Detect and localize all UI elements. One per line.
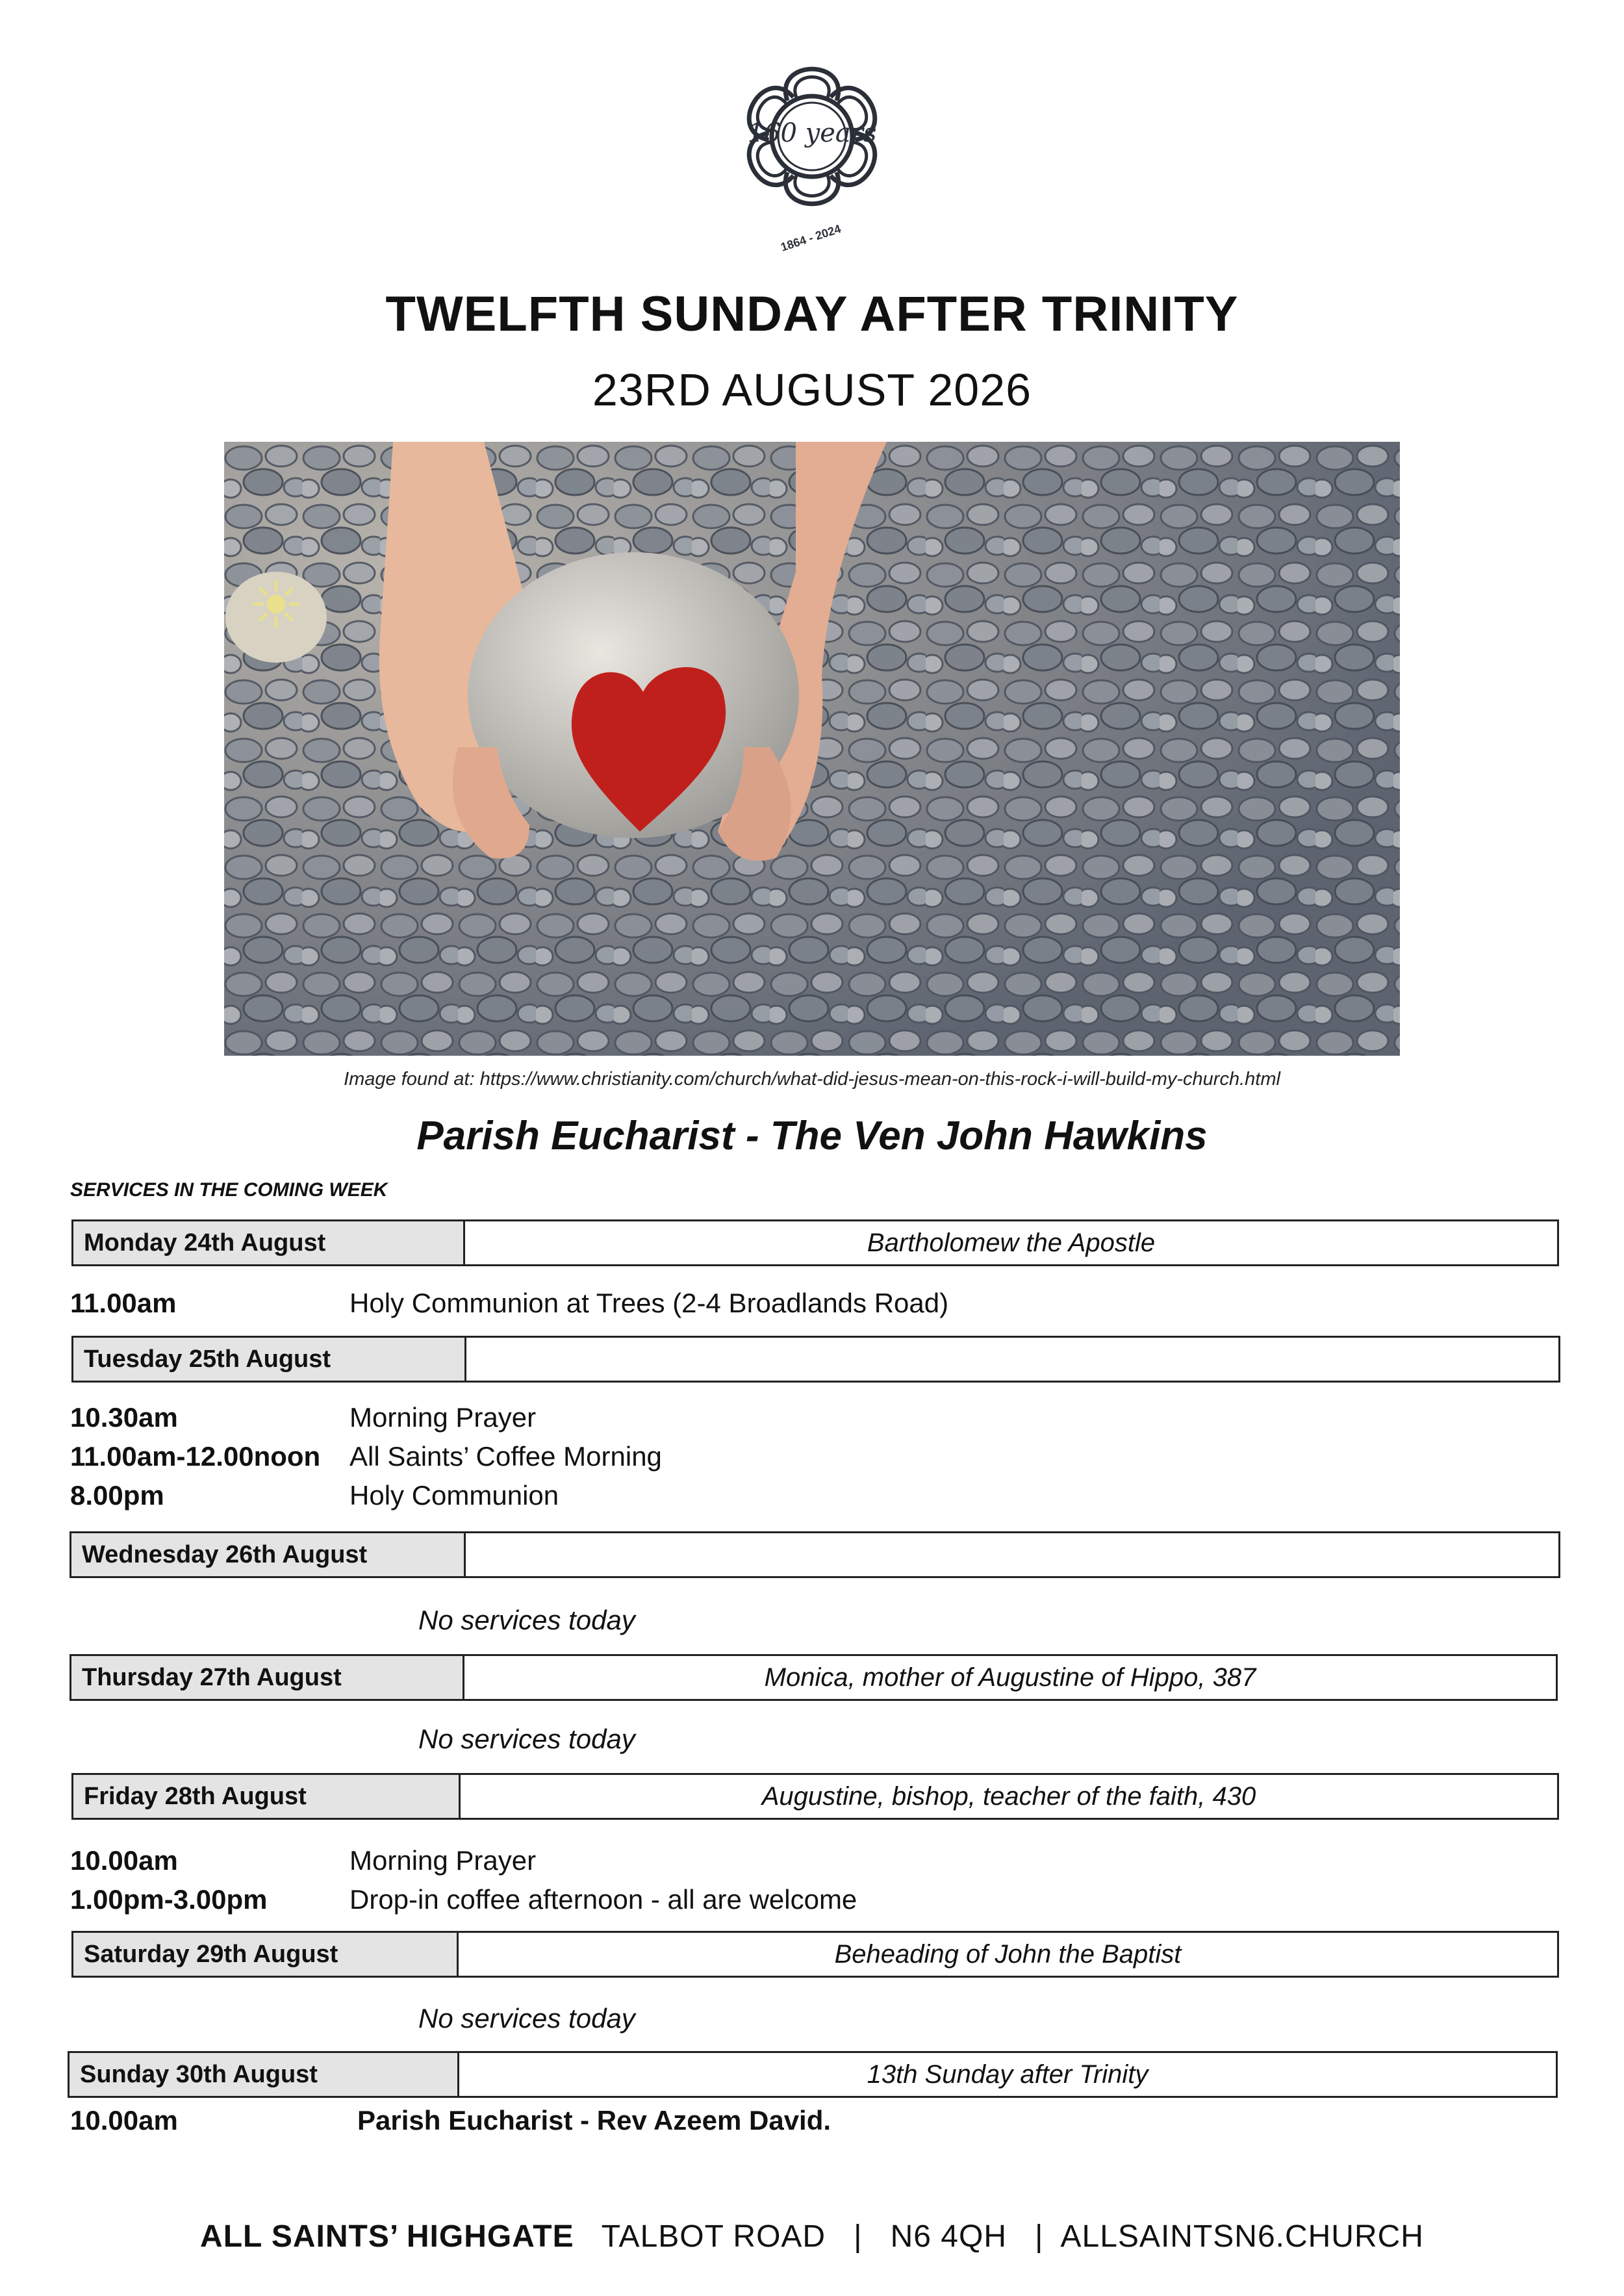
service-description: Morning Prayer (349, 1402, 537, 1433)
footer-address: TALBOT ROAD (601, 2219, 826, 2254)
feast-label: Beheading of John the Baptist (834, 1939, 1182, 1969)
service-time: 1.00pm-3.00pm (70, 1884, 268, 1915)
service-time: 10.00am (70, 2105, 178, 2136)
day-label: Tuesday 25th August (73, 1338, 466, 1381)
service-heading: Parish Eucharist - The Ven John Hawkins (416, 1114, 1208, 1158)
service-description: Holy Communion at Trees (2-4 Broadlands Road) (349, 1288, 949, 1318)
feast-label (466, 1338, 1558, 1381)
service-description: Holy Communion (349, 1480, 559, 1511)
page-title: TWELFTH SUNDAY AFTER TRINITY (385, 287, 1239, 342)
footer-church-name: ALL SAINTS’ HIGHGATE (200, 2219, 574, 2254)
footer-website-link[interactable]: ALLSAINTSN6.CHURCH (1060, 2219, 1424, 2254)
day-bar-saturday (71, 1931, 1559, 1978)
feast-label: Augustine, bishop, teacher of the faith, 430 (761, 1781, 1256, 1811)
service-time: 10.00am (70, 1845, 178, 1876)
service-time: 11.00am-12.00noon (70, 1441, 321, 1472)
anniversary-emblem-icon (721, 45, 903, 253)
feast-label (466, 1533, 1558, 1576)
logo-years: 1864 - 2024 (779, 222, 843, 253)
day-label: Saturday 29th August (73, 1933, 459, 1976)
page-date: 23RD AUGUST 2026 (592, 364, 1032, 415)
service-description: All Saints’ Coffee Morning (349, 1441, 662, 1472)
day-label: Friday 28th August (73, 1775, 461, 1818)
no-services-note: No services today (418, 1724, 635, 1754)
service-description: Parish Eucharist - Rev Azeem David. (357, 2105, 831, 2136)
day-bar-monday (71, 1219, 1559, 1266)
services-label: SERVICES IN THE COMING WEEK (70, 1179, 388, 1201)
no-services-note: No services today (418, 2003, 635, 2034)
feast-label: 13th Sunday after Trinity (867, 2060, 1148, 2089)
day-label: Monday 24th August (73, 1221, 465, 1264)
no-services-note: No services today (418, 1605, 635, 1635)
heart-stone-photo-icon (224, 442, 1400, 1056)
feast-label: Bartholomew the Apostle (867, 1228, 1156, 1257)
day-bar-sunday (68, 2051, 1558, 2098)
day-label: Thursday 27th August (71, 1656, 464, 1699)
day-bar-thursday (70, 1654, 1558, 1701)
parish-logo (721, 45, 903, 253)
logo-center-text: 160 years (747, 118, 877, 148)
footer-separator: | (1035, 2219, 1044, 2254)
day-bar-wednesday (70, 1531, 1560, 1578)
image-caption: Image found at: https://www.christianity.com/church/what-did-jesus-mean-on-this-rock-i-will-build-my-church.html (344, 1069, 1280, 1090)
footer-separator: | (854, 2219, 863, 2254)
service-time: 11.00am (70, 1288, 177, 1318)
service-description: Morning Prayer (349, 1845, 537, 1876)
hero-image-heart-stone (224, 442, 1400, 1056)
day-label: Wednesday 26th August (71, 1533, 466, 1576)
service-time: 8.00pm (70, 1480, 164, 1511)
day-label: Sunday 30th August (70, 2053, 459, 2096)
day-bar-tuesday (71, 1336, 1560, 1383)
service-time: 10.30am (70, 1402, 178, 1433)
feast-label: Monica, mother of Augustine of Hippo, 387 (764, 1663, 1256, 1692)
service-description: Drop-in coffee afternoon - all are welcome (349, 1884, 857, 1915)
footer-postcode: N6 4QH (890, 2219, 1007, 2254)
footer (0, 2219, 1624, 2254)
day-bar-friday (71, 1773, 1559, 1820)
